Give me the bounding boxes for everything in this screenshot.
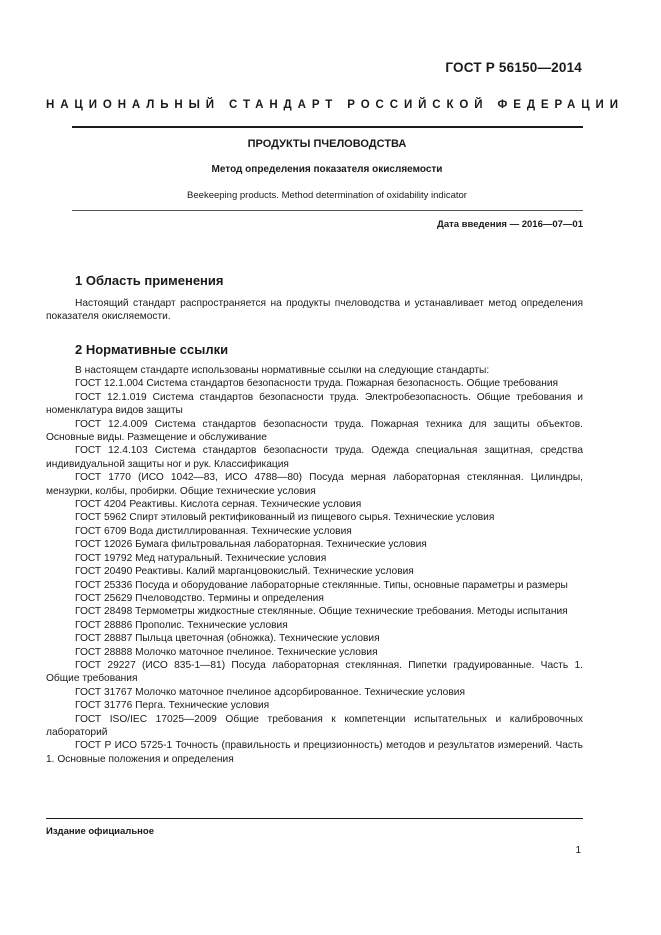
reference-item: ГОСТ 25629 Пчеловодство. Термины и определения (75, 592, 324, 604)
reference-item: ГОСТ 28498 Термометры жидкостные стеклянные. Общие технические требования. Методы испытания (75, 606, 568, 618)
reference-item: ГОСТ 31767 Молочко маточное пчелиное адсорбированное. Технические условия (75, 686, 465, 698)
reference-item: ГОСТ 25336 Посуда и оборудование лабораторные стеклянные. Типы, основные параметры и размеры (75, 579, 568, 591)
section-2-heading: 2 Нормативные ссылки (75, 342, 229, 357)
normative-references-list (46, 364, 583, 766)
product-title: ПРОДУКТЫ ПЧЕЛОВОДСТВА (247, 138, 407, 150)
footer-rule (46, 818, 583, 819)
references-intro: В настоящем стандарте использованы нормативные ссылки на следующие стандарты: (75, 365, 490, 376)
reference-item: ГОСТ 20490 Реактивы. Калий марганцовокислый. Технические условия (75, 566, 414, 578)
reference-item: ГОСТ 28887 Пыльца цветочная (обножка). Технические условия (75, 633, 380, 645)
title-rule (72, 210, 583, 211)
reference-item: ГОСТ 29227 (ИСО 835-1—81) Посуда лабораторная стеклянная. Пипетки градуированные. Часть 1. Общие требования (46, 659, 583, 685)
reference-item: ГОСТ 12.4.103 Система стандартов безопасности труда. Одежда специальная защитная, средства индивидуальной защиты ног и рук. Классификация (46, 445, 583, 470)
reference-item: ГОСТ 6709 Вода дистиллированная. Технические условия (75, 525, 352, 537)
section-1-heading: 1 Область применения (75, 273, 224, 288)
english-title: Beekeeping products. Method determination of oxidability indicator (187, 190, 467, 201)
reference-item: ГОСТ 28886 Прополис. Технические условия (75, 619, 288, 631)
reference-item: ГОСТ 5962 Спирт этиловый ректификованный из пищевого сырья. Технические условия (75, 512, 495, 524)
standard-number: ГОСТ Р 56150—2014 (445, 60, 582, 75)
reference-item: ГОСТ 31776 Перга. Технические условия (75, 700, 270, 712)
reference-item: ГОСТ Р ИСО 5725-1 Точность (правильность и прецизионность) методов и результатов измерений. Часть 1. Основные положения и определения (46, 740, 583, 765)
introduction-date: Дата введения — 2016—07—01 (437, 219, 583, 230)
reference-item: ГОСТ 19792 Мед натуральный. Технические условия (75, 552, 327, 564)
reference-item: ГОСТ 12026 Бумага фильтровальная лабораторная. Технические условия (75, 539, 427, 551)
reference-item: ГОСТ ISO/IEC 17025—2009 Общие требования к компетенции испытательных и калибровочных лабораторий (46, 713, 583, 738)
national-standard-title: НАЦИОНАЛЬНЫЙ СТАНДАРТ РОССИЙСКОЙ ФЕДЕРАЦИИ (46, 99, 624, 111)
reference-item: ГОСТ 4204 Реактивы. Кислота серная. Технические условия (75, 499, 362, 511)
reference-item: ГОСТ 12.1.019 Система стандартов безопасности труда. Электробезопасность. Общие требования и номенклатура видов защиты (46, 391, 583, 417)
page-number: 1 (575, 845, 581, 856)
scope-paragraph: Настоящий стандарт распространяется на продукты пчеловодства и устанавливает метод определения показателя окисляемости. (46, 298, 583, 323)
reference-item: ГОСТ 12.1.004 Система стандартов безопасности труда. Пожарная безопасность. Общие требования (75, 378, 559, 390)
method-title: Метод определения показателя окисляемости (211, 164, 443, 175)
reference-item: ГОСТ 28888 Молочко маточное пчелиное. Технические условия (75, 646, 378, 658)
header-rule (72, 126, 583, 128)
section-1-body (46, 297, 583, 324)
official-edition-label: Издание официальное (46, 826, 154, 837)
reference-item: ГОСТ 12.4.009 Система стандартов безопасности труда. Пожарная техника для защиты объектов. Основные виды. Размещение и обслуживание (46, 418, 583, 444)
reference-item: ГОСТ 1770 (ИСО 1042—83, ИСО 4788—80) Посуда мерная лабораторная стеклянная. Цилиндры, мензурки, колбы, пробирки. Общие технические условия (46, 472, 583, 497)
